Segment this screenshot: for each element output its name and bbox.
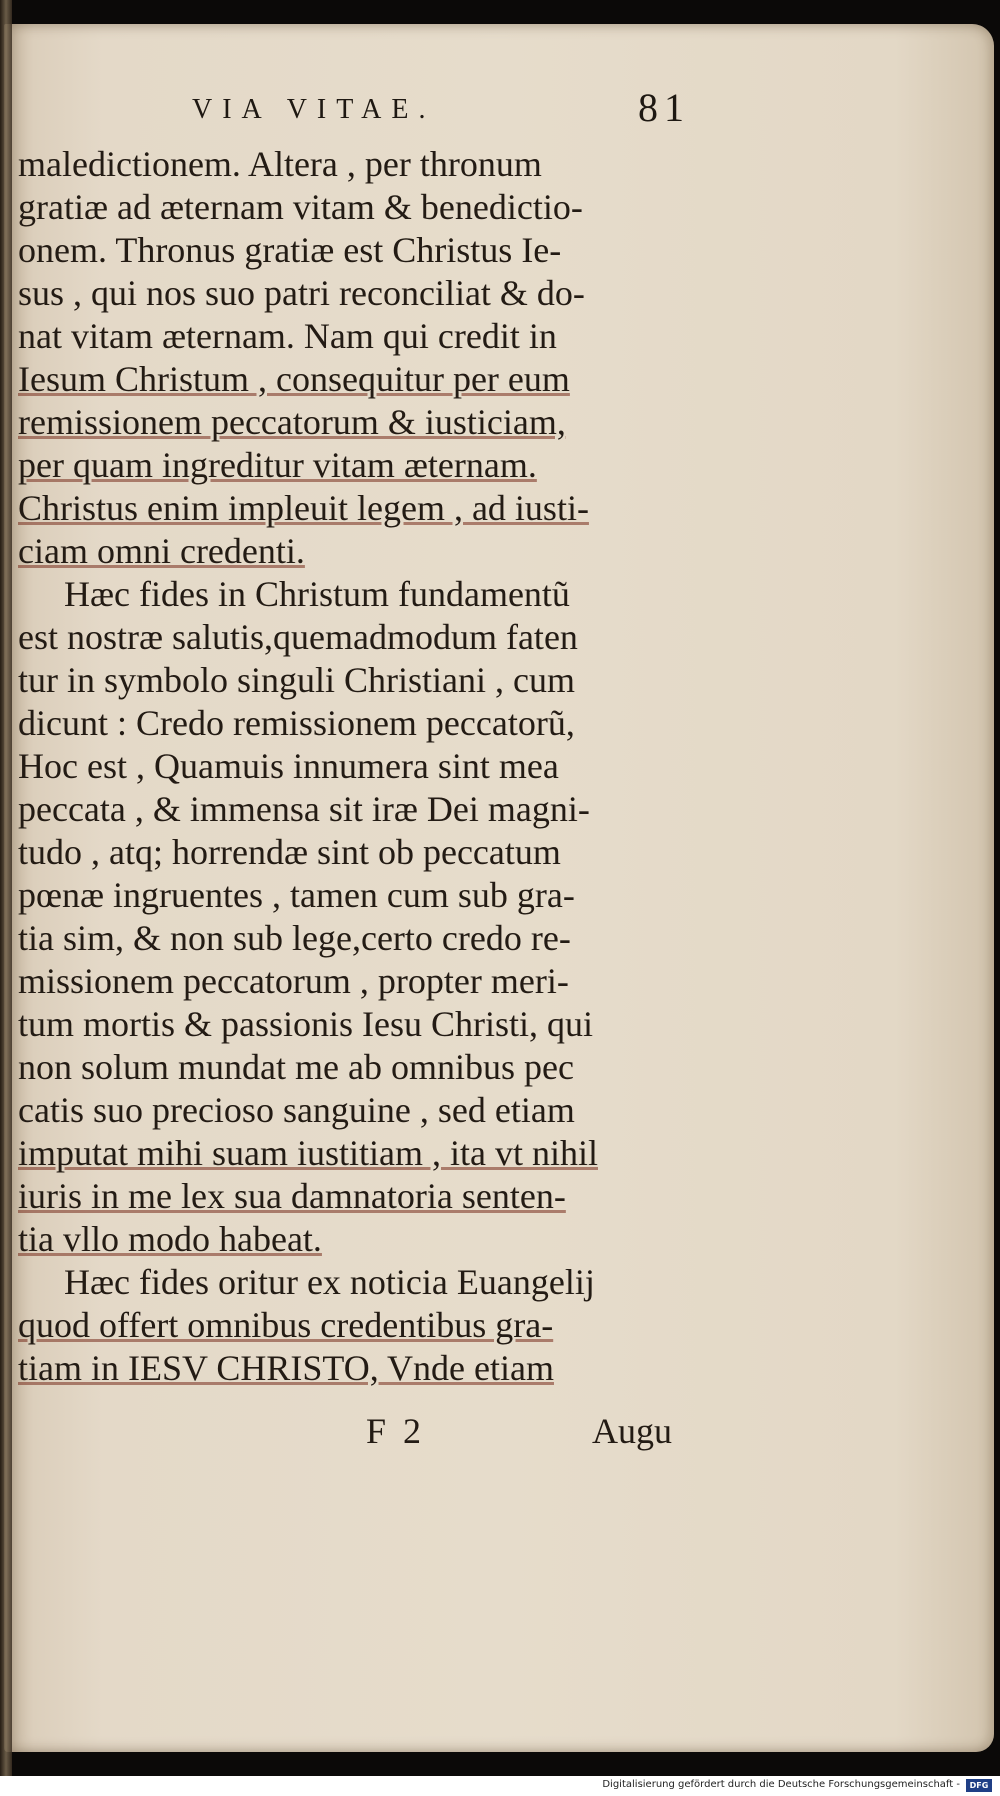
text-line: tum mortis & passionis Iesu Christi, qui	[18, 1004, 594, 1044]
running-title: VIA VITAE.	[192, 94, 436, 125]
dfg-logo-icon: DFG	[966, 1779, 992, 1792]
text-line	[18, 487, 686, 530]
text-line	[18, 1304, 686, 1347]
underlined-text: ciam omni credenti.	[18, 531, 305, 571]
text-line: est nostræ salutis,quemadmodum faten	[18, 617, 578, 657]
text-line: pœnæ ingruentes , tamen cum sub gra-	[18, 875, 575, 915]
page-header	[192, 85, 690, 134]
text-line: nat vitam æternam. Nam qui credit in	[18, 316, 557, 356]
text-line: dicunt : Credo remissionem peccatorũ,	[18, 703, 575, 743]
text-line: non solum mundat me ab omnibus pec	[18, 1047, 574, 1087]
page-number: 81	[638, 85, 690, 130]
paragraph-start-line: Hæc fides in Christum fundamentũ	[64, 574, 570, 614]
underlined-text: Iesum Christum , consequitur per eum	[18, 359, 570, 399]
text-line: missionem peccatorum , propter meri-	[18, 961, 569, 1001]
text-line	[18, 444, 686, 487]
text-line	[18, 1218, 686, 1261]
binding-edge	[0, 0, 12, 1796]
text-line	[18, 1175, 686, 1218]
underlined-text: tiam in IESV CHRISTO, Vnde etiam	[18, 1348, 554, 1388]
text-line: peccata , & immensa sit iræ Dei magni-	[18, 789, 590, 829]
underlined-text: iuris in me lex sua damnatoria senten-	[18, 1176, 566, 1216]
text-line: onem. Thronus gratiæ est Christus Ie-	[18, 230, 562, 270]
underlined-text: quod offert omnibus credentibus gra-	[18, 1305, 554, 1345]
catch-row	[18, 1410, 686, 1460]
underlined-text: remissionem peccatorum & iusticiam,	[18, 402, 566, 442]
text-line	[18, 1347, 686, 1390]
body-text	[18, 143, 686, 1390]
text-line: tia sim, & non sub lege,certo credo re-	[18, 918, 571, 958]
text-line: tur in symbolo singuli Christiani , cum	[18, 660, 575, 700]
funding-credit: Digitalisierung gefördert durch die Deutsche Forschungsgemeinschaft -	[602, 1779, 960, 1790]
text-line: sus , qui nos suo patri reconciliat & do-	[18, 273, 585, 313]
text-line: Hoc est , Quamuis innumera sint mea	[18, 746, 559, 786]
text-line: catis suo precioso sanguine , sed etiam	[18, 1090, 575, 1130]
underlined-text: tia vllo modo habeat.	[18, 1219, 322, 1259]
text-line	[18, 530, 686, 573]
digitization-footer	[0, 1776, 1000, 1796]
text-line	[18, 358, 686, 401]
text-line: gratiæ ad æternam vitam & benedictio-	[18, 187, 583, 227]
text-line: tudo , atq; horrendæ sint ob peccatum	[18, 832, 561, 872]
text-line: maledictionem. Altera , per thronum	[18, 144, 542, 184]
text-line	[18, 401, 686, 444]
underlined-text: per quam ingreditur vitam æternam.	[18, 445, 537, 485]
underlined-text: imputat mihi suam iustitiam , ita vt nihil	[18, 1133, 598, 1173]
paragraph-start-line: Hæc fides oritur ex noticia Euangelij	[64, 1262, 595, 1302]
signature-mark: F 2	[366, 1411, 426, 1451]
catchword: Augu	[592, 1411, 672, 1451]
underlined-text: Christus enim impleuit legem , ad iusti-	[18, 488, 589, 528]
text-line	[18, 1132, 686, 1175]
